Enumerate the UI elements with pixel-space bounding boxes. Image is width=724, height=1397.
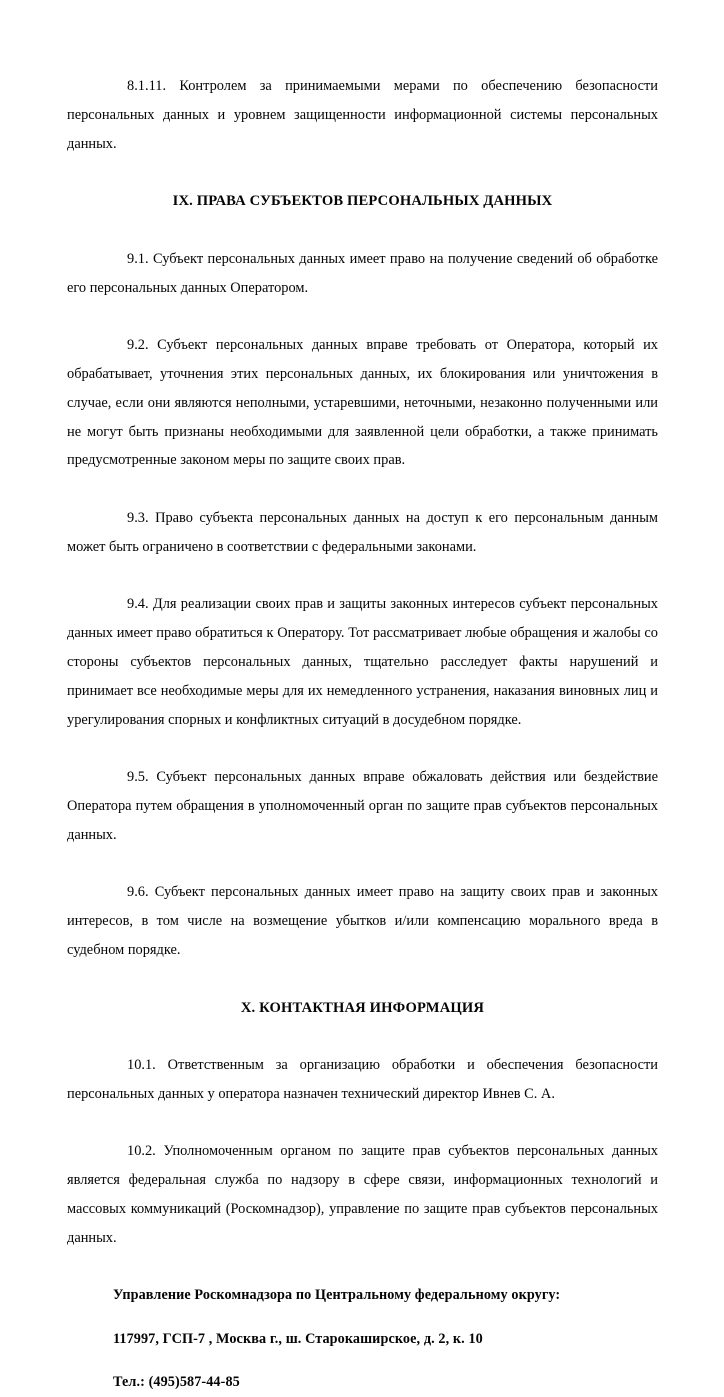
paragraph-9-1: 9.1. Субъект персональных данных имеет право на получение сведений об обработке его персональных данных Оператором. — [67, 250, 658, 296]
paragraph-9-5: 9.5. Субъект персональных данных вправе обжаловать действия или бездействие Оператора путем обращения в уполномоченный орган по защите прав субъектов персональных данных. — [67, 769, 658, 843]
heading-section-x: X. КОНТАКТНАЯ ИНФОРМАЦИЯ — [240, 999, 485, 1016]
paragraph-10-2: 10.2. Уполномоченным органом по защите прав субъектов персональных данных является федеральная служба по надзору в сфере связи, информационных технологий и массовых коммуникаций (Роскомнадзор), управление по защите прав субъектов персональных данных. — [67, 1143, 658, 1246]
contact-address: 117997, ГСП-7 , Москва г., ш. Старокаширское, д. 2, к. 10 — [113, 1330, 483, 1347]
paragraph-9-3: 9.3. Право субъекта персональных данных на доступ к его персональным данным может быть ограничено в соответствии с федеральными законами. — [67, 509, 658, 555]
paragraph-9-6: 9.6. Субъект персональных данных имеет право на защиту своих прав и законных интересов, в том числе на возмещение убытков и/или компенсацию морального вреда в судебном порядке. — [67, 884, 658, 958]
contact-phone: Тел.: (495)587-44-85 — [113, 1373, 240, 1390]
paragraph-9-2: 9.2. Субъект персональных данных вправе требовать от Оператора, который их обрабатывает, уточнения этих персональных данных, их блокирования или уничтожения в случае, если они являются неполными, устаревшими, неточными, незаконно полученными или не могут быть признаны необходимыми для заявленной цели обработки, а также принимать предусмотренные законом меры по защите своих прав. — [67, 337, 658, 469]
paragraph-9-4: 9.4. Для реализации своих прав и защиты законных интересов субъект персональных данных имеет право обратиться к Оператору. Тот рассматривает любые обращения и жалобы со стороны субъектов персональных данных, тщательно расследует факты нарушений и принимает все необходимые меры для их немедленного устранения, наказания виновных лиц и урегулирования спорных и конфликтных ситуаций в досудебном порядке. — [67, 596, 658, 728]
contact-authority-name: Управление Роскомнадзора по Центральному федеральному округу: — [113, 1287, 561, 1304]
paragraph-8-1-11: 8.1.11. Контролем за принимаемыми мерами по обеспечению безопасности персональных данных и уровнем защищенности информационной системы персональных данных. — [67, 78, 658, 152]
heading-section-ix: IX. ПРАВА СУБЪЕКТОВ ПЕРСОНАЛЬНЫХ ДАННЫХ — [172, 193, 553, 210]
paragraph-10-1: 10.1. Ответственным за организацию обработки и обеспечения безопасности персональных данных у оператора назначен технический директор Ивнев С. А. — [67, 1057, 658, 1102]
document-body — [67, 72, 658, 1397]
